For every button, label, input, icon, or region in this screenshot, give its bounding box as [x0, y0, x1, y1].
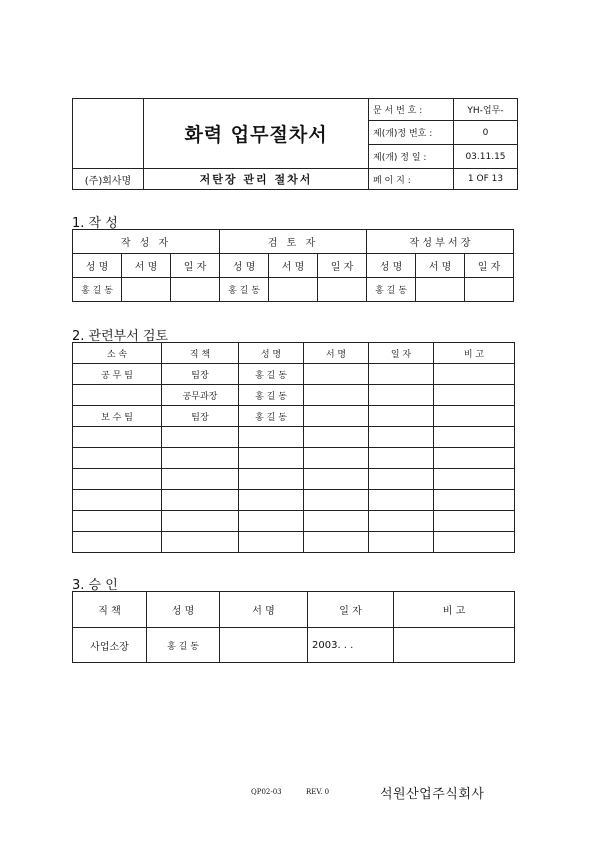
cell-name [239, 448, 304, 469]
company-name: (주)회사명 [73, 169, 144, 190]
approval-remarks [394, 628, 515, 663]
revision-number-value: 0 [454, 121, 518, 145]
table-row [73, 385, 515, 406]
authoring-table [72, 229, 514, 302]
footer-company-name: 석원산업주식회사 [380, 787, 485, 802]
revision-date-label: 제(개) 정 일 : [369, 145, 454, 169]
cell-date [369, 364, 434, 385]
col-date: 일 자 [318, 254, 367, 278]
cell-name: 홍 길 동 [239, 364, 304, 385]
doc-number-label: 문 서 번 호 : [369, 99, 454, 121]
cell-position [162, 532, 239, 553]
cell-signature [304, 385, 369, 406]
section3-title: 3. 승 인 [72, 578, 118, 593]
cell-name [239, 490, 304, 511]
col-date: 일 자 [171, 254, 220, 278]
cell-date [369, 427, 434, 448]
cell-signature [304, 427, 369, 448]
cell-date [369, 448, 434, 469]
cell-signature [304, 364, 369, 385]
dept-head-date [465, 278, 514, 302]
cell-date [369, 490, 434, 511]
cell-remarks [434, 406, 515, 427]
approver-name: 홍 길 동 [147, 628, 220, 663]
cell-position [162, 427, 239, 448]
section2-title: 2. 관련부서 검토 [72, 329, 169, 344]
col-name: 성 명 [147, 592, 220, 628]
col-signature: 서 명 [122, 254, 171, 278]
cell-position [162, 490, 239, 511]
cell-signature [304, 490, 369, 511]
cell-position: 팀장 [162, 406, 239, 427]
table-row [73, 427, 515, 448]
col-department: 소 속 [73, 343, 162, 364]
author-signature [122, 278, 171, 302]
col-name: 성 명 [367, 254, 416, 278]
cell-date [369, 385, 434, 406]
cell-name [239, 532, 304, 553]
cell-remarks [434, 427, 515, 448]
cell-remarks [434, 448, 515, 469]
col-position: 직 책 [73, 592, 147, 628]
cell-remarks [434, 385, 515, 406]
cell-remarks [434, 364, 515, 385]
cell-position [162, 511, 239, 532]
author-name: 홍 길 동 [73, 278, 122, 302]
cell-department: 공 무 팀 [73, 364, 162, 385]
cell-department [73, 448, 162, 469]
table-row [73, 448, 515, 469]
doc-number-value: YH-업무- [454, 99, 518, 121]
dept-head-signature [416, 278, 465, 302]
cell-position: 공무과장 [162, 385, 239, 406]
cell-date [369, 511, 434, 532]
col-remarks: 비 고 [434, 343, 515, 364]
cell-department [73, 511, 162, 532]
col-position: 직 책 [162, 343, 239, 364]
page-label: 페 이 지 : [369, 169, 454, 190]
table-row [73, 628, 515, 663]
cell-date [369, 532, 434, 553]
col-date: 일 자 [465, 254, 514, 278]
form-code: QP02-03 [251, 788, 282, 796]
cell-name: 홍 길 동 [239, 385, 304, 406]
cell-remarks [434, 511, 515, 532]
group-dept-head: 작 성 부 서 장 [367, 230, 514, 254]
col-signature: 서 명 [304, 343, 369, 364]
col-date: 일 자 [369, 343, 434, 364]
approval-date: 2003. . . [308, 628, 394, 663]
cell-signature [304, 406, 369, 427]
col-signature: 서 명 [220, 592, 308, 628]
cell-department: 보 수 팀 [73, 406, 162, 427]
table-row [73, 278, 514, 302]
company-logo-area [73, 99, 144, 169]
cell-department [73, 490, 162, 511]
cell-signature [304, 511, 369, 532]
cell-remarks [434, 469, 515, 490]
cell-position [162, 469, 239, 490]
document-subtitle: 저탄장 관리 절차서 [144, 169, 369, 190]
approval-table [72, 591, 515, 663]
section1-title: 1. 작 성 [72, 216, 118, 231]
cell-signature [304, 448, 369, 469]
reviewer-signature [269, 278, 318, 302]
group-author: 작 성 자 [73, 230, 220, 254]
table-row [73, 406, 515, 427]
cell-date [369, 406, 434, 427]
department-review-table [72, 342, 515, 553]
cell-name [239, 469, 304, 490]
document-header-table [72, 98, 518, 190]
table-row [73, 511, 515, 532]
cell-department [73, 532, 162, 553]
col-remarks: 비 고 [394, 592, 515, 628]
table-row [73, 490, 515, 511]
cell-department [73, 427, 162, 448]
cell-name: 홍 길 동 [239, 406, 304, 427]
reviewer-date [318, 278, 367, 302]
cell-name [239, 511, 304, 532]
revision-number-label: 제(개)정 번호 : [369, 121, 454, 145]
col-name: 성 명 [220, 254, 269, 278]
table-row [73, 532, 515, 553]
cell-department [73, 385, 162, 406]
cell-remarks [434, 490, 515, 511]
cell-signature [304, 469, 369, 490]
col-signature: 서 명 [269, 254, 318, 278]
dept-head-name: 홍 길 동 [367, 278, 416, 302]
col-name: 성 명 [73, 254, 122, 278]
cell-remarks [434, 532, 515, 553]
document-title: 화력 업무절차서 [144, 99, 369, 169]
col-name: 성 명 [239, 343, 304, 364]
cell-position: 팀장 [162, 364, 239, 385]
author-date [171, 278, 220, 302]
cell-department [73, 469, 162, 490]
page-value: 1 OF 13 [454, 169, 518, 190]
cell-date [369, 469, 434, 490]
approver-signature [220, 628, 308, 663]
table-row [73, 364, 515, 385]
cell-position [162, 448, 239, 469]
cell-name [239, 427, 304, 448]
reviewer-name: 홍 길 동 [220, 278, 269, 302]
cell-signature [304, 532, 369, 553]
revision-label: REV. 0 [306, 788, 330, 796]
approver-position: 사업소장 [73, 628, 147, 663]
table-header-row [73, 592, 515, 628]
col-signature: 서 명 [416, 254, 465, 278]
revision-date-value: 03.11.15 [454, 145, 518, 169]
table-header-row [73, 343, 515, 364]
col-date: 일 자 [308, 592, 394, 628]
table-row [73, 469, 515, 490]
group-reviewer: 검 토 자 [220, 230, 367, 254]
